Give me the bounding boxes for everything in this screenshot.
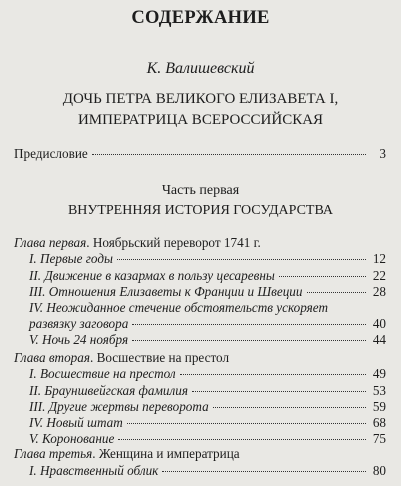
dot-leader — [117, 259, 366, 260]
entry-page: 40 — [372, 315, 386, 331]
toc-entry[interactable] — [29, 430, 386, 446]
entry-page: 44 — [372, 331, 386, 347]
part-title: ВНУТРЕННЯЯ ИСТОРИЯ ГОСУДАРСТВА — [67, 203, 334, 218]
entry-title: III. Другие жертвы переворота — [29, 398, 209, 414]
dot-leader — [307, 292, 367, 293]
author-name: К. Валишевский — [146, 60, 255, 77]
entry-title: II. Брауншвейгская фамилия — [29, 382, 188, 398]
entry-title: IV. Новый штат — [29, 415, 123, 431]
entry-page: 22 — [372, 267, 386, 283]
dot-leader — [162, 471, 366, 472]
entry-title: V. Ночь 24 ноября — [29, 331, 129, 347]
dot-leader — [132, 324, 366, 325]
dot-leader — [180, 374, 366, 375]
dot-leader — [192, 391, 366, 392]
entry-page: 12 — [372, 251, 386, 267]
entry-title: Предисловие — [14, 146, 88, 161]
dot-leader — [213, 407, 366, 408]
entry-page: 75 — [372, 431, 386, 447]
toc-entry[interactable] — [29, 462, 386, 481]
dot-leader — [127, 423, 366, 424]
chapter-title: . Восшествие на престол — [90, 349, 230, 365]
entry-page: 80 — [372, 463, 386, 478]
dot-leader — [132, 340, 366, 341]
entry-page: 3 — [379, 146, 386, 161]
entry-page: 49 — [372, 366, 386, 382]
dot-leader — [92, 154, 366, 155]
book-title-line2: ИМПЕРАТРИЦА ВСЕРОССИЙСКАЯ — [77, 112, 324, 128]
toc-entry-preface[interactable] — [14, 145, 386, 164]
chapter-prefix: Глава третья — [14, 446, 93, 461]
entry-title: I. Восшествие на престол — [29, 366, 176, 382]
part-label: Часть первая — [161, 183, 240, 198]
chapter-prefix: Глава вторая — [14, 349, 90, 365]
entry-title: развязку заговора — [29, 315, 129, 331]
contents-heading: СОДЕРЖАНИЕ — [131, 8, 270, 28]
entry-page: 28 — [372, 283, 386, 299]
entry-title: II. Движение в казармах в пользу цесаревны — [29, 267, 275, 283]
chapter-2-heading[interactable] — [14, 349, 229, 367]
dot-leader — [118, 439, 366, 440]
entry-page: 68 — [372, 415, 386, 431]
chapter-3-heading[interactable] — [14, 445, 240, 463]
entry-title: V. Коронование — [29, 431, 115, 447]
entry-title: III. Отношения Елизаветы к Франции и Швеции — [29, 283, 303, 299]
toc-entry-line1[interactable]: IV. Неожиданное стечение обстоятельств ускоряет — [29, 300, 328, 316]
entry-title: I. Первые годы — [29, 251, 113, 267]
entry-page: 53 — [372, 382, 386, 398]
chapter-title: . Женщина и императрица — [92, 446, 240, 461]
chapter-title: . Ноябрьский переворот 1741 г. — [86, 235, 261, 250]
book-title-line1: ДОЧЬ ПЕТРА ВЕЛИКОГО ЕЛИЗАВЕТА I, — [62, 91, 339, 107]
entry-page: 59 — [372, 398, 386, 414]
toc-entry[interactable] — [29, 331, 386, 350]
dot-leader — [279, 276, 366, 277]
chapter-prefix: Глава первая — [14, 235, 87, 250]
entry-title: I. Нравственный облик — [29, 463, 159, 478]
